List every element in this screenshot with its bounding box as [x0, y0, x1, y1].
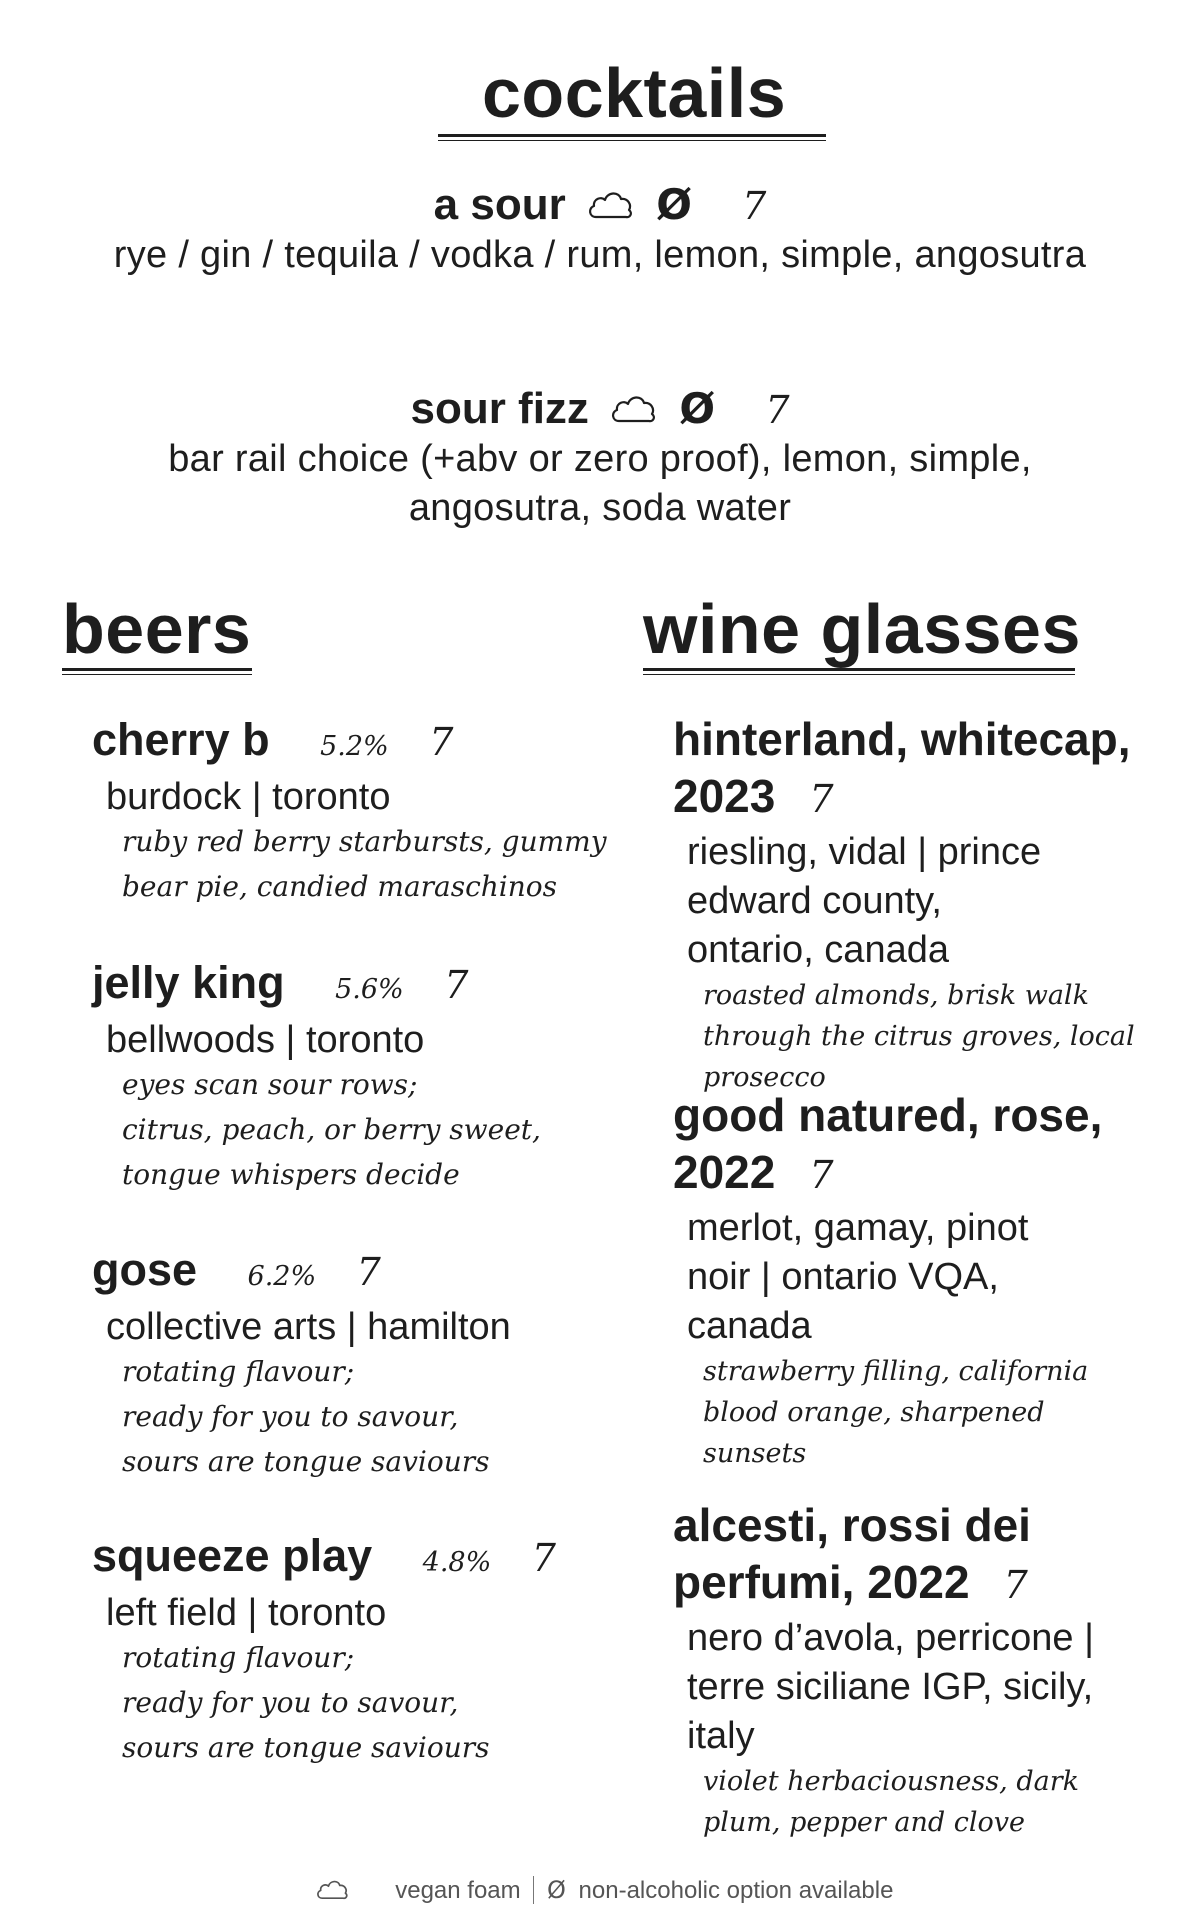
vegan-foam-label: vegan foam — [395, 1877, 521, 1904]
beer-name-line — [92, 955, 541, 1018]
wine-item-hinterland — [673, 711, 1153, 1098]
cocktail-item-sour-fizz — [0, 384, 1200, 533]
beer-abv: 5.6% — [335, 974, 404, 1005]
wine-name-line — [673, 1497, 1093, 1614]
beer-name: squeeze play — [92, 1530, 373, 1581]
beer-brewery: left field | toronto — [106, 1592, 387, 1634]
cocktail-name: sour fizz — [410, 384, 589, 433]
wine-price: 7 — [1003, 1563, 1028, 1607]
wine-name: alcesti, rossi dei perfumi, 2022 — [673, 1499, 1031, 1608]
wine-varietal: riesling, vidal | prince edward county, ontario, canada — [687, 831, 1042, 971]
non-alcoholic-label: non-alcoholic option available — [578, 1877, 894, 1904]
beer-name-line — [92, 1528, 556, 1591]
beer-price: 7 — [531, 1536, 556, 1580]
non-alcoholic-icon: Ø — [546, 1876, 566, 1904]
beer-notes-line: eyes scan sour rows; — [122, 1068, 418, 1101]
cocktail-name-line — [0, 180, 1200, 231]
wine-item-good-natured — [673, 1087, 1143, 1474]
beer-notes-line: tongue whispers decide — [122, 1158, 460, 1191]
wine-name-line — [673, 1087, 1143, 1204]
beer-item-gose — [92, 1242, 511, 1484]
beer-brewery: bellwoods | toronto — [106, 1019, 425, 1061]
cloud-icon — [315, 1877, 349, 1901]
beer-price: 7 — [356, 1250, 381, 1294]
wine-notes: roasted almonds, brisk walk through the citrus groves, local prosecco — [703, 980, 1135, 1093]
cocktails-heading: cocktails — [482, 54, 787, 132]
beer-brewery: collective arts | hamilton — [106, 1306, 511, 1348]
beer-notes-line: rotating flavour; — [122, 1355, 355, 1388]
beers-heading-rule — [62, 668, 252, 671]
beer-name-line — [92, 712, 607, 775]
wine-varietal: merlot, gamay, pinot noir | ontario VQA, canada — [687, 1207, 1029, 1347]
beer-notes-line: citrus, peach, or berry sweet, — [122, 1113, 541, 1146]
wine-heading-rule — [643, 668, 1075, 671]
beer-abv: 6.2% — [247, 1261, 317, 1292]
beer-item-squeeze-play — [92, 1528, 556, 1770]
wine-heading: wine glasses — [643, 590, 1081, 668]
beer-abv: 4.8% — [422, 1547, 492, 1578]
beer-name: jelly king — [92, 957, 285, 1008]
beer-notes-line: rotating flavour; — [122, 1641, 355, 1674]
wine-item-alcesti — [673, 1497, 1157, 1843]
cloud-icon — [609, 391, 657, 425]
beer-notes-line: sours are tongue saviours — [122, 1445, 490, 1478]
beer-notes-line: bear pie, candied maraschinos — [122, 870, 558, 903]
wine-notes: violet herbaciousness, dark plum, pepper and clove — [703, 1766, 1079, 1838]
wine-price: 7 — [809, 1153, 834, 1197]
beers-heading: beers — [62, 590, 252, 668]
legend-footer — [0, 1876, 1200, 1905]
beer-notes-line: ruby red berry starbursts, gummy — [122, 825, 607, 858]
cloud-icon — [586, 187, 634, 221]
wine-name-line — [673, 711, 1143, 828]
cocktail-price: 7 — [742, 184, 767, 228]
wine-name: hinterland, whitecap, 2023 — [673, 713, 1131, 822]
cocktail-item-a-sour — [0, 180, 1200, 280]
beer-name-line — [92, 1242, 511, 1305]
wine-name: good natured, rose, 2022 — [673, 1089, 1103, 1198]
wine-varietal: nero d’avola, perricone | terre siciliane IGP, sicily, italy — [687, 1617, 1094, 1757]
cocktail-description: rye / gin / tequila / vodka / rum, lemon, simple, angosutra — [113, 234, 1087, 276]
beer-brewery: burdock | toronto — [106, 776, 391, 818]
beer-price: 7 — [429, 720, 454, 764]
cocktail-name: a sour — [433, 180, 566, 229]
beer-notes-line: sours are tongue saviours — [122, 1731, 490, 1764]
beer-abv: 5.2% — [320, 731, 389, 762]
beer-notes-line: ready for you to savour, — [122, 1400, 459, 1433]
beer-notes-line: ready for you to savour, — [122, 1686, 459, 1719]
cocktail-price: 7 — [765, 388, 790, 432]
beer-item-cherry-b — [92, 712, 607, 909]
cocktails-heading-rule — [438, 134, 826, 137]
non-alcoholic-icon: Ø — [656, 180, 692, 229]
wine-price: 7 — [809, 777, 834, 821]
cocktail-name-line — [0, 384, 1200, 435]
non-alcoholic-icon: Ø — [679, 384, 716, 433]
beer-name: cherry b — [92, 714, 270, 765]
beer-name: gose — [92, 1244, 198, 1295]
beer-price: 7 — [444, 963, 469, 1007]
wine-notes: strawberry filling, california blood orange, sharpened sunsets — [703, 1356, 1089, 1469]
legend-separator — [533, 1876, 534, 1904]
beer-item-jelly-king — [92, 955, 541, 1197]
cocktail-description: bar rail choice (+abv or zero proof), lemon, simple, angosutra, soda water — [168, 438, 1032, 529]
